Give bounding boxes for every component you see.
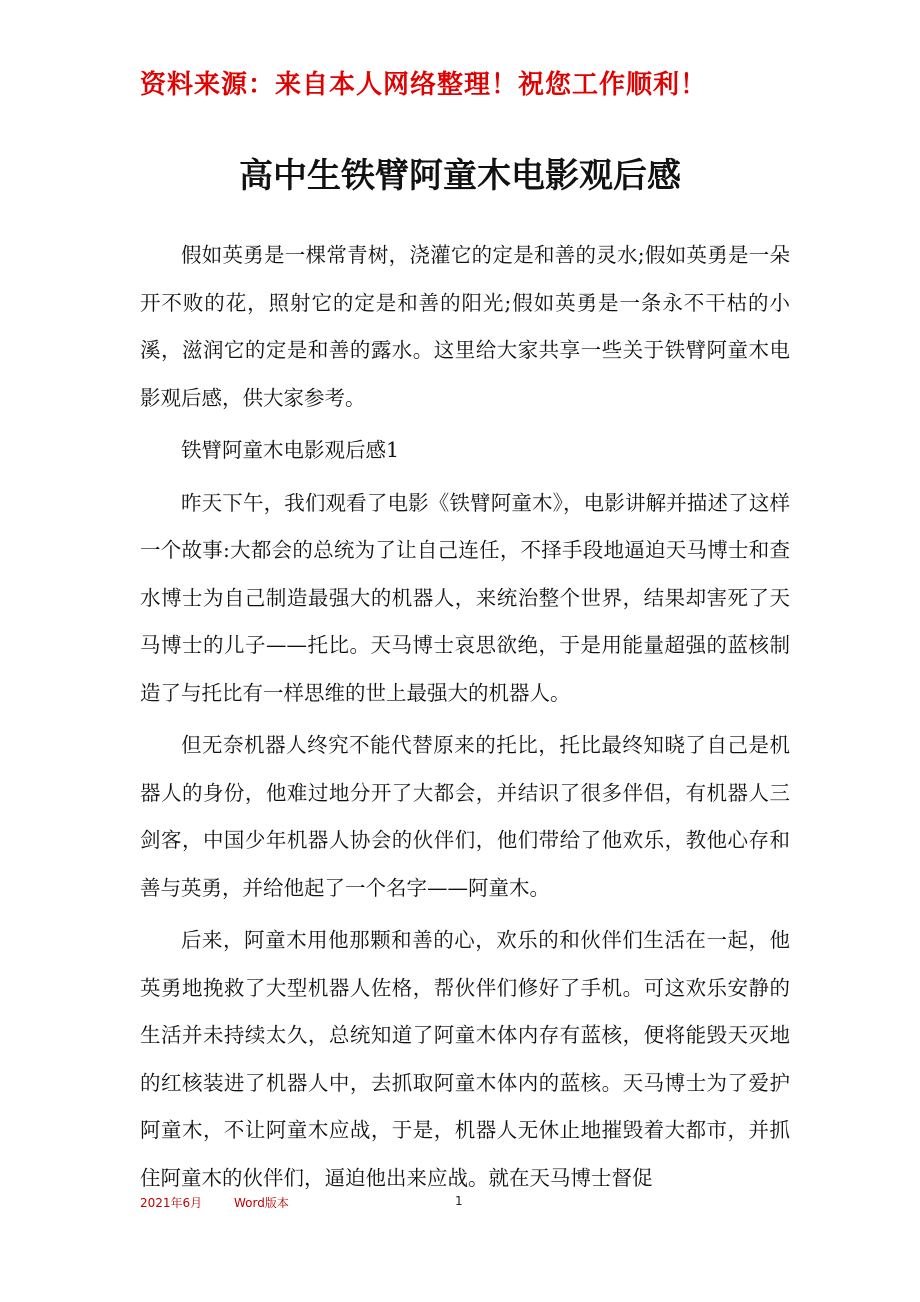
footer-date: 2021年6月	[140, 1196, 203, 1210]
paragraph-intro: 假如英勇是一棵常青树，浇灌它的定是和善的灵水;假如英勇是一朵开不败的花，照射它的定是和善的阳光;假如英勇是一条永不干枯的小溪，滋润它的定是和善的露水。这里给大家共享一些关于铁臂阿童木电影观后感，供大家参考。	[140, 243, 790, 410]
section-heading: 铁臂阿童木电影观后感1	[181, 438, 400, 462]
document-body	[140, 232, 790, 1207]
paragraph: 后来，阿童木用他那颗和善的心，欢乐的和伙伴们生活在一起，他英勇地挽救了大型机器人佐格，帮伙伴们修好了手机。可这欢乐安静的生活并未持续太久，总统知道了阿童木体内存有蓝核，便将能毁天灭地的红核装进了机器人中，去抓取阿童木体内的蓝核。天马博士为了爱护阿童木，不让阿童木应战，于是，机器人无休止地摧毁着大都市，并抓住阿童木的伙伴们，逼迫他出来应战。就在天马博士督促	[140, 928, 790, 1190]
header-note: 资料来源：来自本人网络整理！祝您工作顺利！	[140, 70, 708, 100]
page-number: 1	[455, 1194, 463, 1208]
paragraph: 但无奈机器人终究不能代替原来的托比，托比最终知晓了自己是机器人的身份，他难过地分开了大都会，并结识了很多伴侣，有机器人三剑客，中国少年机器人协会的伙伴们，他们带给了他欢乐，教他心存和善与英勇，并给他起了一个名字——阿童木。	[140, 733, 790, 900]
document-title: 高中生铁臂阿童木电影观后感	[239, 156, 681, 196]
paragraph: 昨天下午，我们观看了电影《铁臂阿童木》，电影讲解并描述了这样一个故事:大都会的总统为了让自己连任，不择手段地逼迫天马博士和查水博士为自己制造最强大的机器人，来统治整个世界，结果却害死了天马博士的儿子——托比。天马博士哀思欲绝，于是用能量超强的蓝核制造了与托比有一样思维的世上最强大的机器人。	[140, 490, 790, 705]
footer-version: Word版本	[234, 1196, 289, 1210]
